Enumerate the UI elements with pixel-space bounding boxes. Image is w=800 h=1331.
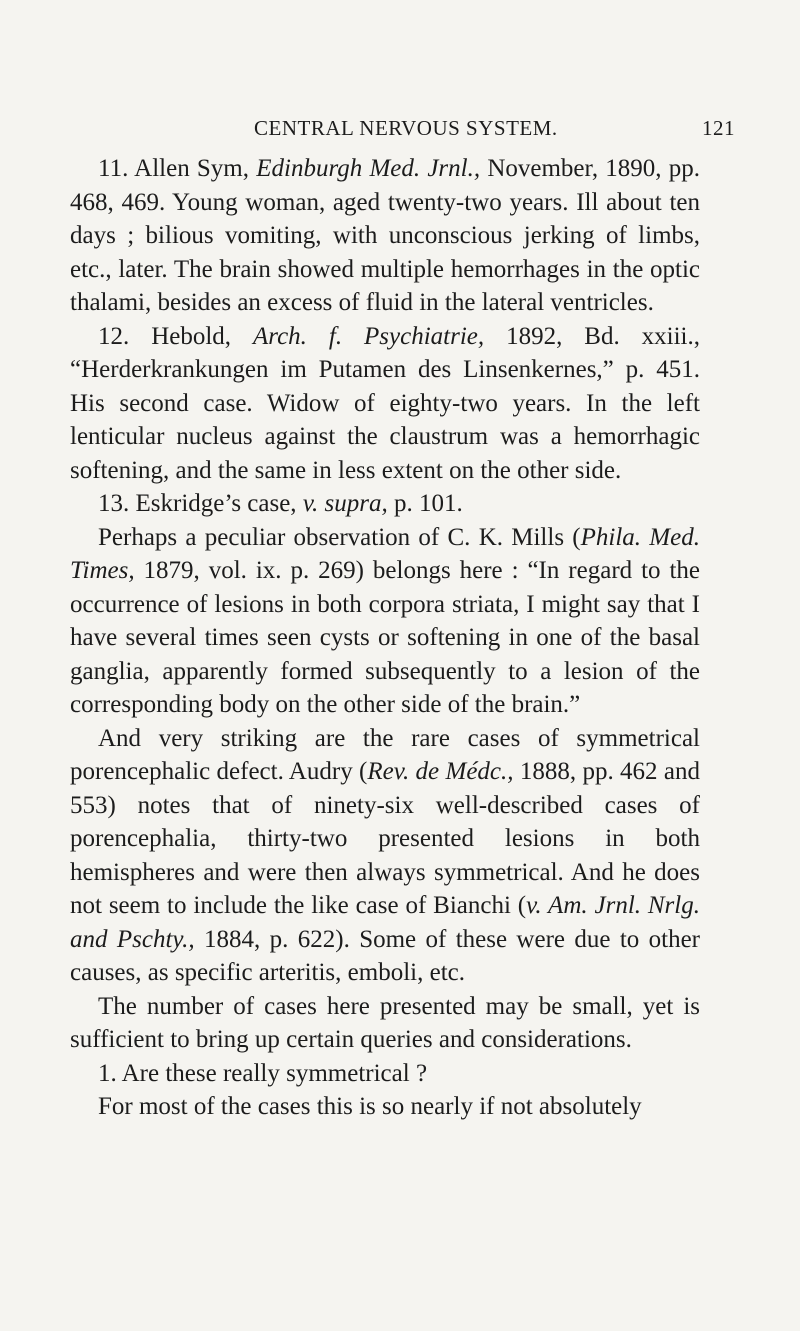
case-12-number: 12. <box>98 322 130 350</box>
case-11-number: 11. <box>98 155 129 182</box>
case-13-number: 13. <box>98 490 130 517</box>
case-12-paragraph <box>70 320 700 488</box>
case-12-text: 1892, Bd. xxiii., “Herderkrankungen im Putamen des Linsenkernes,” p. 451. His second case. Widow of eighty-two years. In the left lenticular nucleus against the claustrum was a hemorrhagic softening, and the same in less extent on the other side. <box>70 322 701 484</box>
case-11-text: November, 1890, pp. 468, 469. Young woman, aged twenty-two years. Ill about ten days ; bilious vomiting, with unconscious jerking of limbs, etc., later. The brain showed multiple hemorrhages in the optic thalami, besides an excess of fluid in the lateral ventricles. <box>70 155 701 316</box>
case-12-journal: Arch. f. Psychiatrie, <box>253 322 485 350</box>
bianchi-journal: v. Am. Jrnl. Nrlg. and Pschty., <box>70 892 700 953</box>
case-12-author: Hebold, <box>151 322 232 350</box>
final-paragraph: For most of the cases this is so nearly if not absolutely <box>98 1093 642 1120</box>
mills-text: 1879, vol. ix. p. 269) belongs here : “In regard to the occurrence of lesions in both corpora striata, I might say that I have several times seen cysts or softening in one of the basal ganglia, apparently formed subsequently to a lesion of the corresponding body on the other side of the brain.” <box>70 557 701 718</box>
mills-intro: Perhaps a peculiar observation of C. K. Mills ( <box>98 523 581 551</box>
audry-intro: And very striking are the rare cases of symmetrical porencephalic defect. Audry ( <box>70 724 700 785</box>
body-text <box>70 152 700 1124</box>
conclusion-paragraph: The number of cases here presented may be small, yet is sufficient to bring up certain queries and considerations. <box>70 992 700 1053</box>
audry-text: 1888, pp. 462 and 553) notes that of ninety-six well-described cases of porencephalia, thirty-two presented lesions in both hemispheres and were then always symmetrical. And he does not seem to include the like case of Bianchi ( <box>70 758 700 919</box>
running-title: CENTRAL NERVOUS SYSTEM. <box>254 116 558 140</box>
case-13-reference: v. supra, <box>302 490 388 517</box>
case-11-journal: Edinburgh Med. Jrnl., <box>256 155 481 182</box>
mills-paragraph <box>70 521 700 722</box>
case-13-page: p. 101. <box>394 490 463 517</box>
page-number: 121 <box>702 116 735 140</box>
audry-closing: 1884, p. 622). Some of these were due to other causes, as specific arteritis, emboli, etc. <box>70 925 701 986</box>
mills-journal: Phila. Med. Times, <box>70 523 700 584</box>
case-11-paragraph <box>70 152 700 320</box>
audry-journal: Rev. de Médc., <box>367 758 514 785</box>
running-head <box>70 116 735 142</box>
case-13-text: Eskridge’s case, <box>135 490 297 517</box>
question-1: 1. Are these really symmetrical ? <box>98 1059 428 1087</box>
audry-paragraph <box>70 722 700 990</box>
case-11-author: Allen Sym, <box>134 155 250 182</box>
case-13-paragraph <box>70 487 700 521</box>
